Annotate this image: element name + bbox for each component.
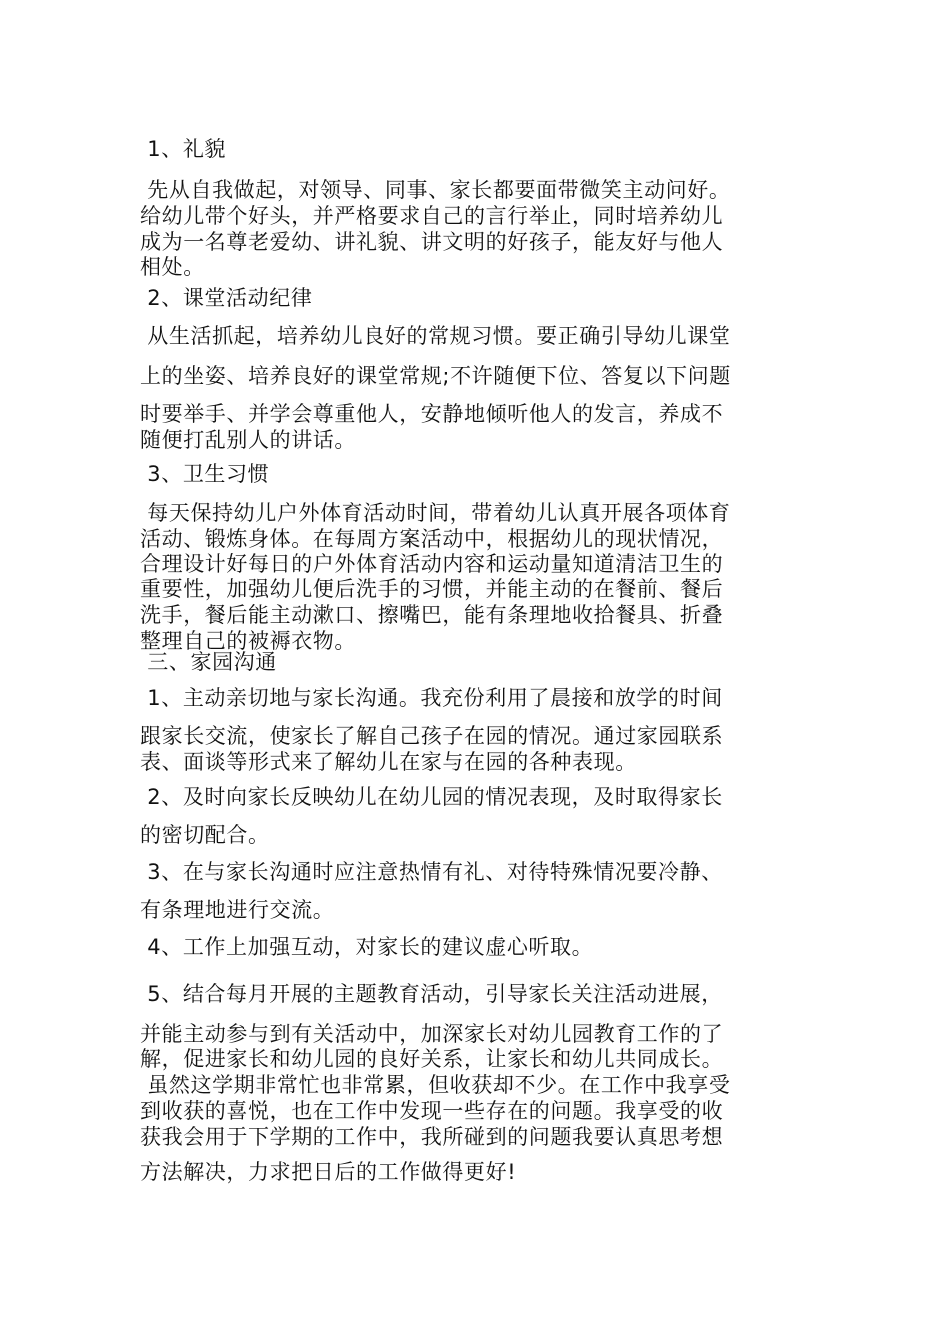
paragraph-line: 相处。 xyxy=(140,255,205,279)
paragraph-line: 成为一名尊老爱幼、讲礼貌、讲文明的好孩子，能友好与他人 xyxy=(140,230,724,254)
paragraph-line: 整理自己的被褥衣物。 xyxy=(140,629,356,653)
paragraph-line: 给幼儿带个好头，并严格要求自己的言行举止，同时培养幼儿 xyxy=(140,204,724,228)
paragraph-line: 获我会用于下学期的工作中，我所碰到的问题我要认真思考想 xyxy=(140,1125,724,1149)
heading-courtesy: 1、礼貌 xyxy=(140,137,227,161)
paragraph-line: 虽然这学期非常忙也非常累，但收获却不少。在工作中我享受 xyxy=(140,1073,731,1097)
paragraph-line: 到收获的喜悦，也在工作中发现一些存在的问题。我享受的收 xyxy=(140,1099,724,1123)
heading-classroom-discipline: 2、课堂活动纪律 xyxy=(140,286,313,310)
paragraph-line: 的密切配合。 xyxy=(140,823,270,847)
paragraph-line: 方法解决，力求把日后的工作做得更好! xyxy=(140,1160,517,1184)
heading-home-school-communication: 三、家园沟通 xyxy=(140,650,277,674)
paragraph-line: 5、结合每月开展的主题教育活动，引导家长关注活动进展， xyxy=(140,982,723,1006)
paragraph-line: 3、在与家长沟通时应注意热情有礼、对待特殊情况要冷静、 xyxy=(140,860,723,884)
paragraph-line: 表、面谈等形式来了解幼儿在家与在园的各种表现。 xyxy=(140,750,637,774)
paragraph-line: 每天保持幼儿户外体育活动时间，带着幼儿认真开展各项体育 xyxy=(140,501,731,525)
paragraph-line: 从生活抓起，培养幼儿良好的常规习惯。要正确引导幼儿课堂 xyxy=(140,324,731,348)
paragraph-line: 跟家长交流，使家长了解自己孩子在园的情况。通过家园联系 xyxy=(140,724,724,748)
paragraph-line: 随便打乱别人的讲话。 xyxy=(140,428,356,452)
paragraph-line: 解，促进家长和幼儿园的良好关系，让家长和幼儿共同成长。 xyxy=(140,1047,724,1071)
paragraph-line: 先从自我做起，对领导、同事、家长都要面带微笑主动问好。 xyxy=(140,178,731,202)
paragraph-line: 合理设计好每日的户外体育活动内容和运动量知道清洁卫生的 xyxy=(140,552,724,576)
paragraph-line: 1、主动亲切地与家长沟通。我充份利用了晨接和放学的时间 xyxy=(140,686,723,710)
paragraph-line: 并能主动参与到有关活动中，加深家长对幼儿园教育工作的了 xyxy=(140,1022,724,1046)
paragraph-line: 重要性，加强幼儿便后洗手的习惯，并能主动的在餐前、餐后 xyxy=(140,577,724,601)
paragraph-line: 活动、锻炼身体。在每周方案活动中，根据幼儿的现状情况， xyxy=(140,527,724,551)
paragraph-line: 有条理地进行交流。 xyxy=(140,898,335,922)
paragraph-line: 4、工作上加强互动，对家长的建议虚心听取。 xyxy=(140,935,594,959)
paragraph-line: 洗手，餐后能主动漱口、擦嘴巴，能有条理地收拾餐具、折叠 xyxy=(140,603,724,627)
paragraph-line: 上的坐姿、培养良好的课堂常规;不许随便下位、答复以下问题 xyxy=(140,364,731,388)
heading-hygiene: 3、卫生习惯 xyxy=(140,462,270,486)
paragraph-line: 时要举手、并学会尊重他人，安静地倾听他人的发言，养成不 xyxy=(140,402,724,426)
paragraph-line: 2、及时向家长反映幼儿在幼儿园的情况表现，及时取得家长 xyxy=(140,785,723,809)
